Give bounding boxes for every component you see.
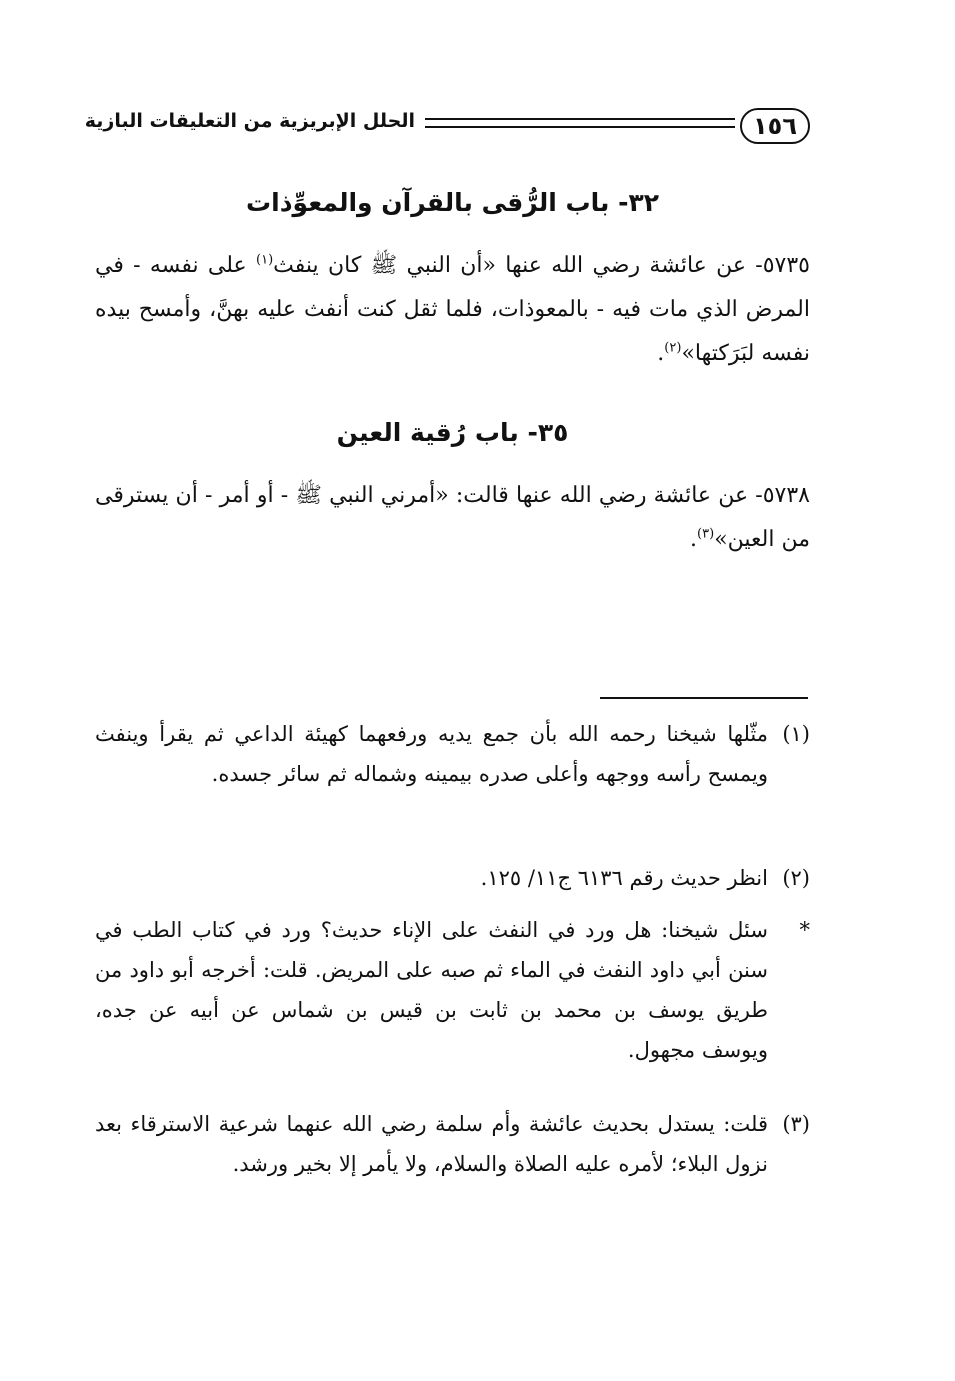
hadith-5735-text-a: ٥٧٣٥- عن عائشة رضي الله عنها «أن النبي ﷺ كان ينفث — [273, 253, 810, 278]
footnote-2-text: انظر حديث رقم ٦١٣٦ ج١١/ ١٢٥. — [480, 866, 768, 890]
footnote-ref-3[interactable]: (٣) — [697, 526, 715, 542]
hadith-5735-end: . — [657, 341, 665, 366]
footnote-2-label: (٢) — [782, 866, 810, 890]
book-title: الحلل الإبريزية من التعليقات البازية — [84, 110, 415, 132]
footnote-ref-1[interactable]: (١) — [256, 252, 274, 268]
footnote-2 — [95, 858, 810, 898]
footnote-1-text: مثّلها شيخنا رحمه الله بأن جمع يديه ورفعهما كهيئة الداعي ثم يقرأ وينفث ويمسح رأسه ووجهه وأعلى صدره بيمينه وشماله ثم سائر جسده. — [95, 722, 768, 786]
footnote-star — [95, 910, 810, 1070]
footnote-star-label: * — [799, 918, 810, 942]
footnote-1 — [95, 714, 810, 794]
footnote-star-text: سئل شيخنا: هل ورد في النفث على الإناء حديث؟ ورد في كتاب الطب في سنن أبي داود النفث في الماء ثم صبه على المريض. قلت: أخرجه أبو داود من طريق يوسف بن محمد بن ثابت بن قيس بن شماس عن أبيه عن جده، ويوسف مجهول. — [95, 918, 768, 1062]
header-double-rule — [425, 118, 735, 128]
running-header — [84, 96, 810, 156]
footnote-separator — [600, 697, 808, 699]
hadith-5738 — [95, 474, 810, 562]
hadith-5735 — [95, 244, 810, 376]
chapter-heading-32: ٣٢- باب الرُّقى بالقرآن والمعوِّذات — [246, 188, 659, 217]
footnote-3-text: قلت: يستدل بحديث عائشة وأم سلمة رضي الله عنهما شرعية الاسترقاء بعد نزول البلاء؛ لأمره عليه الصلاة والسلام، ولا يأمر إلا بخير ورشد. — [95, 1112, 768, 1176]
footnote-ref-2[interactable]: (٢) — [664, 340, 682, 356]
footnote-1-label: (١) — [782, 722, 810, 746]
hadith-5738-end: . — [690, 527, 698, 552]
page-number: ١٥٦ — [740, 108, 810, 144]
hadith-5738-text: ٥٧٣٨- عن عائشة رضي الله عنها قالت: «أمرني النبي ﷺ - أو أمر - أن يسترقى من العين» — [95, 483, 810, 552]
footnote-3 — [95, 1104, 810, 1184]
chapter-heading-35: ٣٥- باب رُقية العين — [336, 418, 569, 447]
footnote-3-label: (٣) — [782, 1112, 810, 1136]
hadith-5735-text-b: على نفسه - في المرض الذي مات فيه - بالمعوذات، فلما ثقل كنت أنفث عليه بهنَّ، وأمسح بيده نفسه لبَرَكتها» — [95, 253, 810, 366]
